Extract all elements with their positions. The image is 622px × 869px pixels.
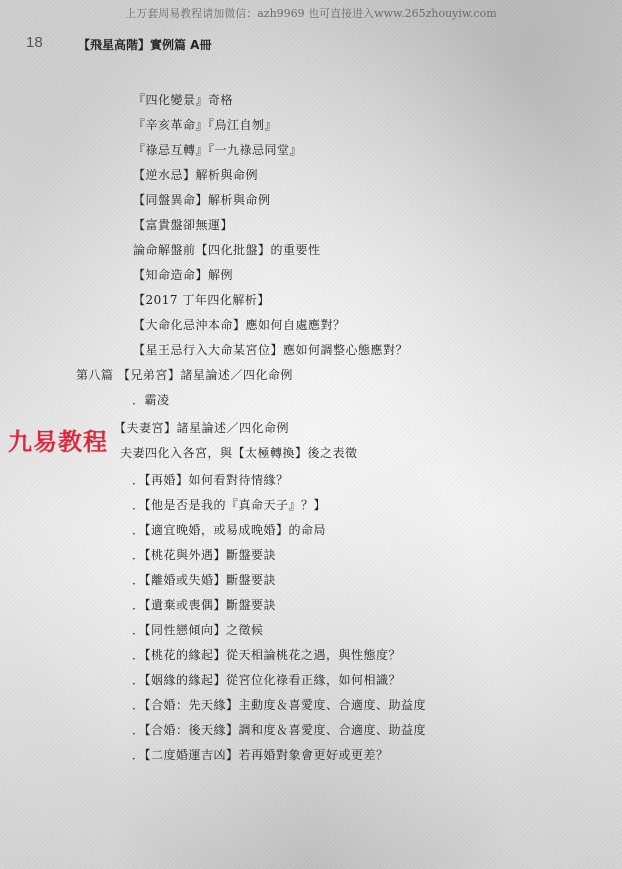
chapter-heading-8: 第八篇 【兄弟宮】諸星論述／四化命例 xyxy=(76,368,293,382)
toc-entry: 論命解盤前【四化批盤】的重要性 xyxy=(133,243,321,257)
running-head: 【飛星高階】實例篇 A冊 xyxy=(78,38,212,52)
publisher-logo: 九易教程 xyxy=(8,428,108,456)
toc-list-item: ．霸凌 xyxy=(132,393,170,407)
toc-list-item: ．【桃花與外遇】斷盤要訣 xyxy=(132,548,277,562)
toc-entry: 【2017 丁年四化解析】 xyxy=(133,293,270,307)
toc-list-item: ．【姻緣的緣起】從宮位化祿看正緣，如何相識？ xyxy=(132,673,402,687)
toc-list-item: ．【再婚】如何看對待情緣？ xyxy=(132,473,289,487)
toc-list-item: ．【桃花的緣起】從天相論桃花之遇，與性態度？ xyxy=(132,648,402,662)
toc-entry: 『四化變景』奇格 xyxy=(133,93,234,107)
toc-entry: 『辛亥革命』『烏江自刎』 xyxy=(133,118,278,132)
toc-list-item: ．【離婚或失婚】斷盤要訣 xyxy=(132,573,277,587)
chapter-intro: 夫妻四化入各宮，與【太極轉換】後之表徵 xyxy=(120,446,358,460)
toc-entry: 【逆水忌】解析與命例 xyxy=(133,168,259,182)
toc-entry: 【星王忌行入大命某宮位】應如何調整心態應對？ xyxy=(133,343,409,357)
page-number: 18 xyxy=(26,34,43,51)
toc-list-item: ．【同性戀傾向】之徵候 xyxy=(132,623,264,637)
watermark-text: 上万套周易教程请加微信：azh9969 也可直接进入www.265zhouyiw.com xyxy=(125,7,497,20)
chapter-heading-9: 【夫妻宮】諸星論述／四化命例 xyxy=(114,421,290,435)
toc-entry: 【知命造命】解例 xyxy=(133,268,234,282)
toc-list-item: ．【合婚：先天緣】主動度＆喜愛度、合適度、助益度 xyxy=(132,698,427,712)
toc-entry: 【大命化忌沖本命】應如何自處應對？ xyxy=(133,318,346,332)
toc-entry: 【富貴盤卻無運】 xyxy=(133,218,234,232)
toc-list-item: ．【適宜晚婚，或易成晚婚】的命局 xyxy=(132,523,327,537)
toc-list-item: ．【他是否是我的『真命天子』？】 xyxy=(132,498,327,512)
toc-list-item: ．【合婚：後天緣】調和度＆喜愛度、合適度、助益度 xyxy=(132,723,427,737)
toc-list-item: ．【遺棄或喪偶】斷盤要訣 xyxy=(132,598,277,612)
toc-entry: 【同盤異命】解析與命例 xyxy=(133,193,271,207)
toc-entry: 『祿忌互轉』『一九祿忌同堂』 xyxy=(133,143,303,157)
toc-list-item: ．【二度婚運吉凶】若再婚對象會更好或更差？ xyxy=(132,748,389,762)
